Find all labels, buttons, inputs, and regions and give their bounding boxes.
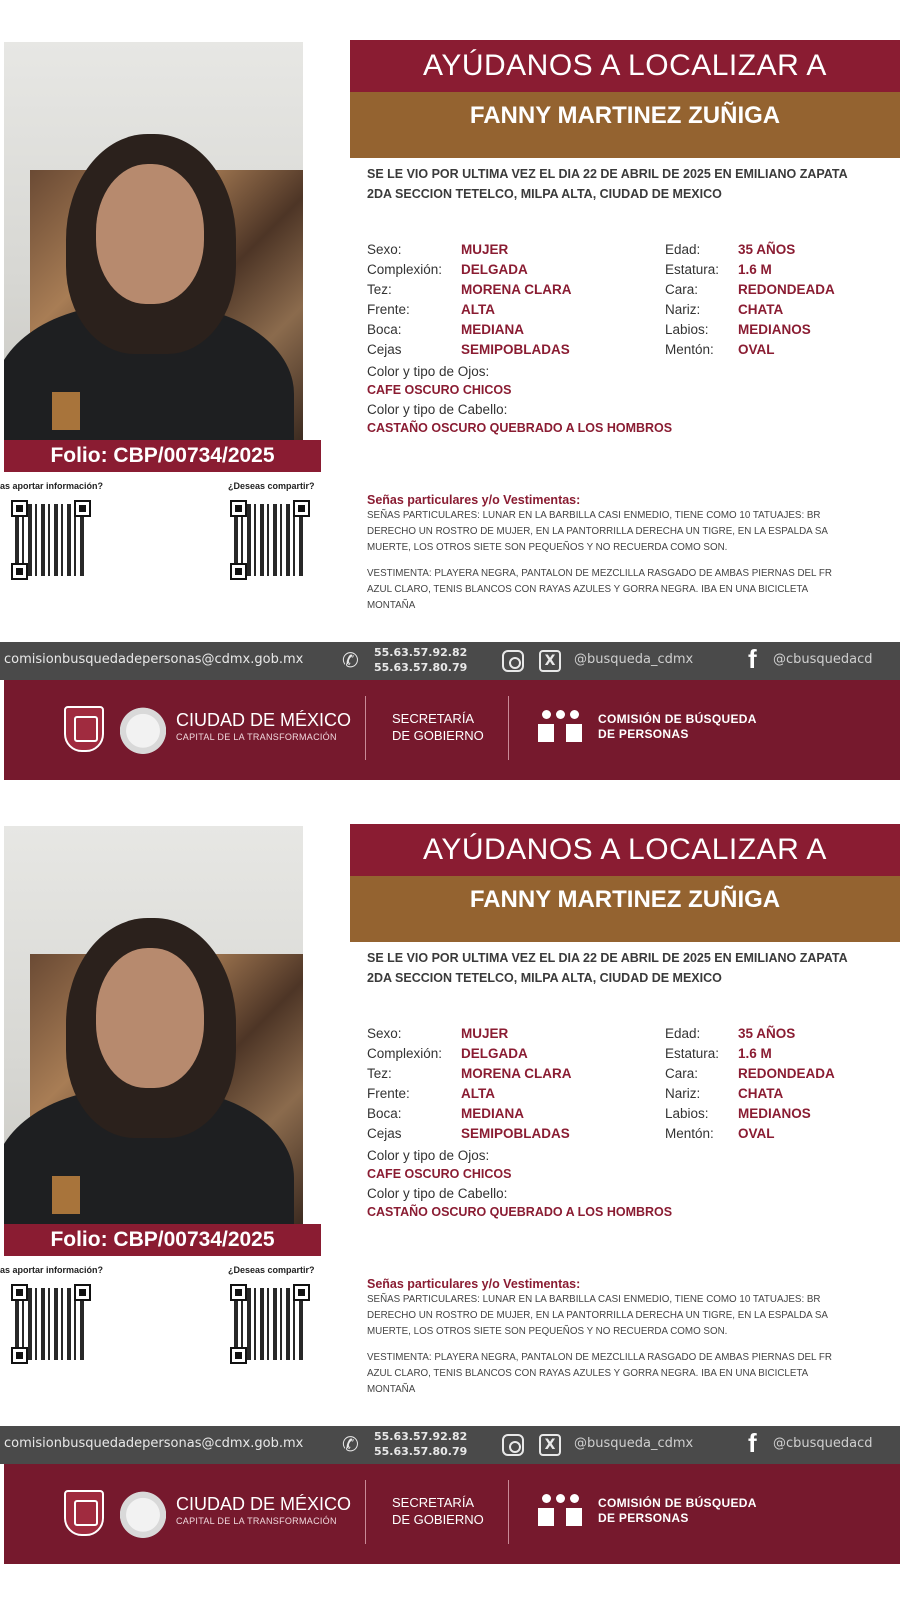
poster-title: AYÚDANOS A LOCALIZAR A	[350, 40, 900, 92]
government-footer	[4, 1464, 900, 1564]
attribute-row: Nariz: CHATA	[665, 302, 784, 317]
cdmx-shield-icon	[64, 706, 104, 752]
folio-label: Folio: CBP/00734/2025	[4, 1224, 321, 1256]
attribute-row: Mentón: OVAL	[665, 342, 775, 357]
government-footer	[4, 680, 900, 780]
attribute-row: Labios: MEDIANOS	[665, 1106, 811, 1121]
eyes-hair-block	[367, 362, 672, 438]
attribute-row: Cejas SEMIPOBLADAS	[367, 1126, 570, 1141]
senas-line: SEÑAS PARTICULARES: LUNAR EN LA BARBILLA CASI ENMEDIO, TIENE COMO 10 TATUAJES: BR	[367, 510, 821, 521]
comision-label: COMISIÓN DE BÚSQUEDA DE PERSONAS	[598, 1496, 757, 1525]
vestimenta-line: VESTIMENTA: PLAYERA NEGRA, PANTALON DE MEZCLILLA RASGADO DE AMBAS PIERNAS DEL FR	[367, 568, 832, 579]
attribute-row: Sexo: MUJER	[367, 242, 509, 257]
cdmx-title: CIUDAD DE MÉXICO	[176, 710, 352, 730]
eyes-label: Color y tipo de Ojos:	[367, 364, 490, 379]
cbp-logo-icon	[538, 1494, 588, 1528]
last-seen-text: SE LE VIO POR ULTIMA VEZ EL DIA 22 DE ABRIL DE 2025 EN EMILIANO ZAPATA 2DA SECCION TETELCO, MILPA ALTA, CIUDAD DE MEXICO	[367, 951, 848, 985]
cdmx-subtitle: CAPITAL DE LA TRANSFORMACIÓN	[176, 1516, 337, 1526]
eyes-hair-block	[367, 1146, 672, 1222]
attribute-row: Sexo: MUJER	[367, 1026, 509, 1041]
senas-line: MUERTE, LOS OTROS SIETE SON PEQUEÑOS Y NO RECUERDA COMO SON.	[367, 542, 728, 553]
qr-code-icon[interactable]	[11, 500, 91, 580]
cdmx-subtitle: CAPITAL DE LA TRANSFORMACIÓN	[176, 732, 337, 742]
qr-share-caption: ¿Deseas compartir?	[228, 481, 315, 491]
attribute-row: Boca: MEDIANA	[367, 1106, 524, 1121]
vestimenta-line: AZUL CLARO, TENIS BLANCOS CON RAYAS AZULES Y GORRA NEGRA. IBA EN UNA BICICLETA	[367, 584, 809, 595]
person-name: FANNY MARTINEZ ZUÑIGA	[350, 876, 900, 942]
search-poster	[0, 0, 900, 790]
attributes-left	[367, 1024, 637, 1144]
attributes-right	[665, 240, 900, 360]
cdmx-flower-icon	[120, 1480, 166, 1540]
attribute-row: Cejas SEMIPOBLADAS	[367, 342, 570, 357]
attribute-row: Estatura: 1.6 M	[665, 262, 772, 277]
qr-code-icon[interactable]	[230, 1284, 310, 1364]
cdmx-flower-icon	[120, 696, 166, 756]
missing-person-photo	[4, 826, 303, 1224]
facebook-icon[interactable]: f	[748, 644, 757, 674]
eyes-value: CAFE OSCURO CHICOS	[367, 383, 512, 397]
comision-label: COMISIÓN DE BÚSQUEDA DE PERSONAS	[598, 712, 757, 741]
x-icon[interactable]: X	[539, 650, 561, 672]
cdmx-title: CIUDAD DE MÉXICO	[176, 1494, 352, 1514]
qr-share-caption: ¿Deseas compartir?	[228, 1265, 315, 1275]
qr-code-icon[interactable]	[11, 1284, 91, 1364]
eyes-label: Color y tipo de Ojos:	[367, 1148, 490, 1163]
facebook-icon[interactable]: f	[748, 1428, 757, 1458]
vestimenta-line: MONTAÑA	[367, 600, 416, 611]
attribute-row: Labios: MEDIANOS	[665, 322, 811, 337]
attribute-row: Boca: MEDIANA	[367, 322, 524, 337]
contact-email[interactable]: comisionbusquedadepersonas@cdmx.gob.mx	[4, 1436, 304, 1451]
social-handle[interactable]: @busqueda_cdmx	[574, 1436, 694, 1451]
contact-bar	[0, 642, 900, 680]
vestimenta-line: AZUL CLARO, TENIS BLANCOS CON RAYAS AZULES Y GORRA NEGRA. IBA EN UNA BICICLETA	[367, 1368, 809, 1379]
attribute-row: Edad: 35 AÑOS	[665, 1026, 796, 1041]
senas-heading: Señas particulares y/o Vestimentas:	[367, 1277, 581, 1291]
attribute-row: Frente: ALTA	[367, 302, 495, 317]
facebook-handle[interactable]: @cbusquedacd	[773, 1436, 873, 1451]
senas-line: MUERTE, LOS OTROS SIETE SON PEQUEÑOS Y NO RECUERDA COMO SON.	[367, 1326, 728, 1337]
attributes-right	[665, 1024, 900, 1144]
poster-title: AYÚDANOS A LOCALIZAR A	[350, 824, 900, 876]
contact-bar	[0, 1426, 900, 1464]
eyes-value: CAFE OSCURO CHICOS	[367, 1167, 512, 1181]
qr-info-caption: as aportar información?	[0, 481, 104, 491]
hair-value: CASTAÑO OSCURO QUEBRADO A LOS HOMBROS	[367, 1205, 673, 1219]
phone-icon: ✆	[342, 1432, 359, 1456]
attribute-row: Complexión: DELGADA	[367, 1046, 528, 1061]
person-name: FANNY MARTINEZ ZUÑIGA	[350, 92, 900, 158]
social-handle[interactable]: @busqueda_cdmx	[574, 652, 694, 667]
hair-label: Color y tipo de Cabello:	[367, 1186, 508, 1201]
x-icon[interactable]: X	[539, 1434, 561, 1456]
attribute-row: Estatura: 1.6 M	[665, 1046, 772, 1061]
senas-line: DERECHO UN ROSTRO DE MUJER, EN LA PANTORRILLA DERECHA UN TIGRE, EN LA ESPALDA SA	[367, 526, 828, 537]
attribute-row: Edad: 35 AÑOS	[665, 242, 796, 257]
instagram-icon[interactable]	[502, 1434, 524, 1456]
secretaria-label: SECRETARÍA DE GOBIERNO	[392, 1495, 484, 1527]
attribute-row: Tez: MORENA CLARA	[367, 1066, 572, 1081]
senas-heading: Señas particulares y/o Vestimentas:	[367, 493, 581, 507]
cdmx-shield-icon	[64, 1490, 104, 1536]
folio-label: Folio: CBP/00734/2025	[4, 440, 321, 472]
attribute-row: Tez: MORENA CLARA	[367, 282, 572, 297]
secretaria-label: SECRETARÍA DE GOBIERNO	[392, 711, 484, 743]
phone-numbers[interactable]: 55.63.57.92.82 55.63.57.80.79	[374, 1430, 468, 1458]
phone-icon: ✆	[342, 648, 359, 672]
attribute-row: Frente: ALTA	[367, 1086, 495, 1101]
attributes-left	[367, 240, 637, 360]
instagram-icon[interactable]	[502, 650, 524, 672]
qr-info-caption: as aportar información?	[0, 1265, 104, 1275]
vestimenta-line: VESTIMENTA: PLAYERA NEGRA, PANTALON DE MEZCLILLA RASGADO DE AMBAS PIERNAS DEL FR	[367, 1352, 832, 1363]
phone-numbers[interactable]: 55.63.57.92.82 55.63.57.80.79	[374, 646, 468, 674]
contact-email[interactable]: comisionbusquedadepersonas@cdmx.gob.mx	[4, 652, 304, 667]
attribute-row: Mentón: OVAL	[665, 1126, 775, 1141]
distinguishing-marks	[367, 1276, 900, 1398]
search-poster	[0, 784, 900, 1574]
vestimenta-line: MONTAÑA	[367, 1384, 416, 1395]
cbp-logo-icon	[538, 710, 588, 744]
attribute-row: Cara: REDONDEADA	[665, 1066, 835, 1081]
missing-person-photo	[4, 42, 303, 440]
last-seen-text: SE LE VIO POR ULTIMA VEZ EL DIA 22 DE ABRIL DE 2025 EN EMILIANO ZAPATA 2DA SECCION TETELCO, MILPA ALTA, CIUDAD DE MEXICO	[367, 167, 848, 201]
senas-line: SEÑAS PARTICULARES: LUNAR EN LA BARBILLA CASI ENMEDIO, TIENE COMO 10 TATUAJES: BR	[367, 1294, 821, 1305]
distinguishing-marks	[367, 492, 900, 614]
attribute-row: Complexión: DELGADA	[367, 262, 528, 277]
facebook-handle[interactable]: @cbusquedacd	[773, 652, 873, 667]
attribute-row: Nariz: CHATA	[665, 1086, 784, 1101]
hair-value: CASTAÑO OSCURO QUEBRADO A LOS HOMBROS	[367, 421, 673, 435]
qr-code-icon[interactable]	[230, 500, 310, 580]
attribute-row: Cara: REDONDEADA	[665, 282, 835, 297]
senas-line: DERECHO UN ROSTRO DE MUJER, EN LA PANTORRILLA DERECHA UN TIGRE, EN LA ESPALDA SA	[367, 1310, 828, 1321]
hair-label: Color y tipo de Cabello:	[367, 402, 508, 417]
